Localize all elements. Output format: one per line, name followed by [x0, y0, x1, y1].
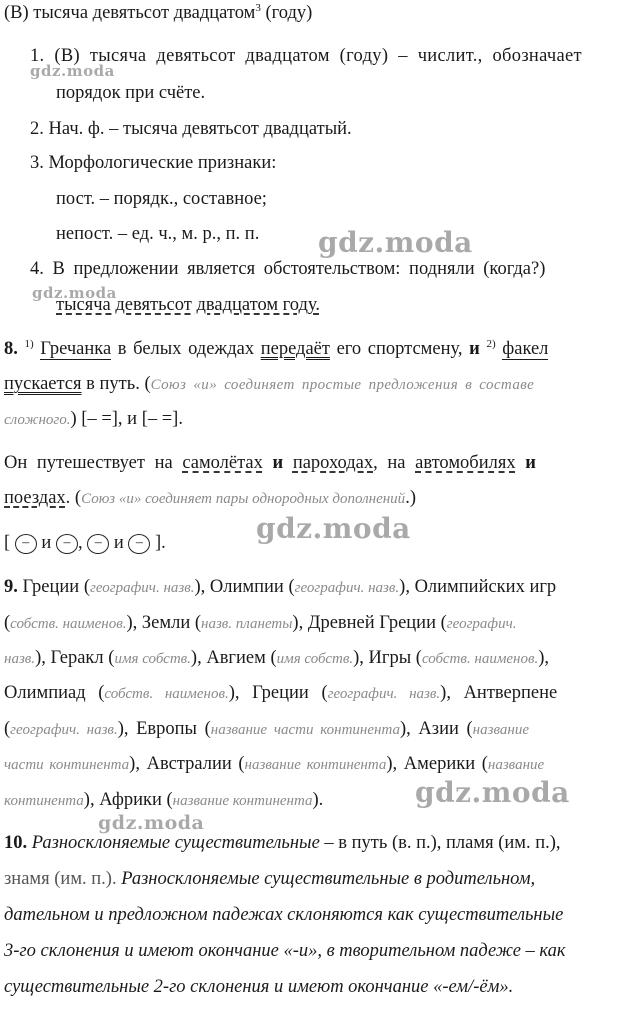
- list-item-1-line-b: порядок при счёте.: [56, 83, 206, 103]
- t9-text: ),: [538, 648, 550, 668]
- t9-note: имя собств.: [114, 651, 191, 667]
- list-item-3-post: пост. – порядк., составное;: [56, 189, 267, 209]
- t9-note: собств. наименов.: [421, 651, 539, 667]
- t9-note: имя собств.: [276, 651, 354, 667]
- scheme-1: ) [– =], и [– =].: [70, 409, 183, 429]
- task-10-line-4: 3-го склонения и имеют окончание «-и», в творительном падеже – как: [4, 941, 566, 961]
- t10-text: знамя (им. п.).: [4, 869, 122, 889]
- t9-text: (: [4, 613, 11, 633]
- object-avto: автомобилях: [415, 453, 516, 473]
- watermark: gdz.moda: [256, 512, 411, 545]
- header-sup: 3: [255, 1, 261, 14]
- task-9-line-4: [4, 682, 557, 705]
- list-item-1-line-a: 1. (В) тысяча девятьсот двадцатом (году) – числит., обозначает: [30, 46, 582, 66]
- t9-text: ), Африки (: [83, 790, 173, 810]
- task-8-line-3: [4, 408, 183, 431]
- t9-note: географич. назв.: [327, 686, 441, 702]
- header-line: [4, 2, 312, 24]
- t9-text: ), Древней Греции (: [292, 613, 447, 633]
- conjunction-i: и: [469, 339, 480, 359]
- conjunction-i-2: и: [272, 453, 284, 473]
- task-10-line-1: [4, 832, 561, 854]
- list-item-3-nepost: непост. – ед. ч., м. р., п. п.: [56, 224, 260, 244]
- watermark: gdz.moda: [415, 776, 570, 809]
- t10-text: – в путь (в. п.), пламя (им. п.),: [319, 833, 561, 853]
- t9-text: ), Австралии (: [129, 754, 245, 774]
- t9-text: ), Греции (: [228, 683, 328, 703]
- task-8-scheme-2: [ – и – , – и – ].: [4, 533, 166, 553]
- oval-symbol: –: [128, 534, 150, 554]
- object-poezd: поездах: [4, 488, 66, 508]
- t10-term: Разносклоняемые существительные: [31, 833, 320, 853]
- task-8-line-1: [4, 338, 548, 360]
- t9-text: Олимпиад (: [4, 683, 105, 703]
- t9-text: ), Авгием (: [190, 648, 277, 668]
- t9-note: название части континента: [210, 722, 400, 738]
- watermark: gdz.moda: [32, 284, 117, 302]
- text-fragment: его спортсмену,: [329, 339, 470, 359]
- header-text: (В) тысяча девятьсот двадцатом: [4, 3, 256, 23]
- t9-note: назв.: [4, 651, 36, 667]
- t9-note: части континента: [4, 757, 130, 773]
- list-item-3: 3. Морфологические признаки:: [30, 153, 277, 173]
- text-fragment: в белых одеждах: [111, 339, 261, 359]
- t9-note: географич. назв.: [10, 722, 118, 738]
- text-fragment: , на: [373, 453, 416, 473]
- note-2: Союз «и» соединяет пары однородных дополнений: [81, 491, 406, 507]
- t9-text: ), Олимпийских игр: [399, 577, 557, 597]
- task-10-line-2: [4, 868, 535, 890]
- subject-fakel: факел: [502, 339, 549, 359]
- t9-note: собств. наименов.: [10, 616, 127, 632]
- task-9-line-2: [4, 612, 517, 635]
- task-8-line-2: [4, 373, 534, 396]
- task-8-line-5: поездах. (Союз «и» соединяет пары однородных дополнений.): [4, 488, 416, 508]
- text-fragment: Он путешествует на: [4, 453, 183, 473]
- t9-text: (: [4, 719, 11, 739]
- oval-symbol: –: [15, 534, 37, 554]
- conjunction-i-3: и: [525, 453, 536, 473]
- watermark: gdz.moda: [30, 62, 115, 80]
- t9-text: ), Америки (: [386, 754, 488, 774]
- subject-grechanka: Гречанка: [40, 339, 112, 359]
- underlined-phrase: тысяча девятьсот двадцатом году.: [56, 295, 320, 315]
- t9-text: ), Азии (: [400, 719, 473, 739]
- predicate-puskaetsya: пускается: [4, 374, 82, 394]
- list-item-1: [30, 45, 622, 67]
- t9-text: ), Геракл (: [35, 648, 115, 668]
- task-9-line-7: [4, 789, 323, 812]
- t9-note: географич.: [446, 616, 517, 632]
- t9-text: ), Антверпене: [440, 683, 558, 703]
- predicate-peredaet: передаёт: [260, 339, 330, 359]
- oval-symbol: –: [87, 534, 109, 554]
- t9-note: собств. наименов.: [104, 686, 229, 702]
- t10-rule: Разносклоняемые существительные в родительном,: [121, 869, 536, 889]
- t9-note: географич. назв.: [294, 580, 400, 596]
- task-10-line-3: дательном и предложном падежах склоняются как существительные: [4, 905, 564, 925]
- list-item-2: 2. Нач. ф. – тысяча девятьсот двадцатый.: [30, 119, 352, 139]
- t9-text: Греции (: [22, 577, 90, 597]
- watermark: gdz.moda: [318, 226, 473, 259]
- header-after: (году): [260, 3, 313, 23]
- sentence-marker-2: 2): [486, 337, 496, 350]
- note-1a: Союз «и» соединяет простые предложения в составе: [150, 377, 535, 393]
- sentence-marker-1: 1): [24, 337, 34, 350]
- t9-text: ).: [312, 790, 324, 810]
- object-samolet: самолётах: [182, 453, 263, 473]
- t9-note: название континента: [244, 757, 387, 773]
- oval-symbol: –: [56, 534, 78, 554]
- watermark: gdz.moda: [98, 812, 205, 834]
- t9-note: континента: [4, 793, 84, 809]
- t9-note: географич. назв.: [89, 580, 195, 596]
- t9-text: ), Земли (: [126, 613, 201, 633]
- list-item-4: 4. В предложении является обстоятельством: подняли (когда?): [30, 259, 546, 279]
- t9-text: ), Игры (: [353, 648, 422, 668]
- bracket-open: [: [4, 533, 11, 553]
- task-9-line-5: [4, 718, 529, 741]
- task-9-line-3: [4, 647, 549, 670]
- t9-note: назв. планеты: [201, 616, 293, 632]
- object-parohod: пароходах: [292, 453, 374, 473]
- task-8-line-4: [4, 452, 536, 474]
- scheme-conj: и: [113, 533, 124, 553]
- t9-note: название: [472, 722, 529, 738]
- note-1b: сложного.: [4, 412, 71, 428]
- task-9-number: 9.: [4, 577, 18, 597]
- task-10-line-5: существительные 2-го склонения и имеют окончание «-ем/-ём».: [4, 977, 514, 997]
- t9-note: название континента: [172, 793, 313, 809]
- task-10-number: 10.: [4, 833, 28, 853]
- t9-text: ), Европы (: [117, 719, 211, 739]
- task-8-number: 8.: [4, 339, 18, 359]
- t9-note: название: [487, 757, 545, 773]
- bracket-close: ].: [154, 533, 166, 553]
- task-9-line-1: [4, 576, 624, 599]
- task-9-line-6: [4, 753, 544, 776]
- t9-text: ), Олимпии (: [194, 577, 295, 597]
- scheme-conj: и: [41, 533, 52, 553]
- text-fragment: в путь. (: [81, 374, 151, 394]
